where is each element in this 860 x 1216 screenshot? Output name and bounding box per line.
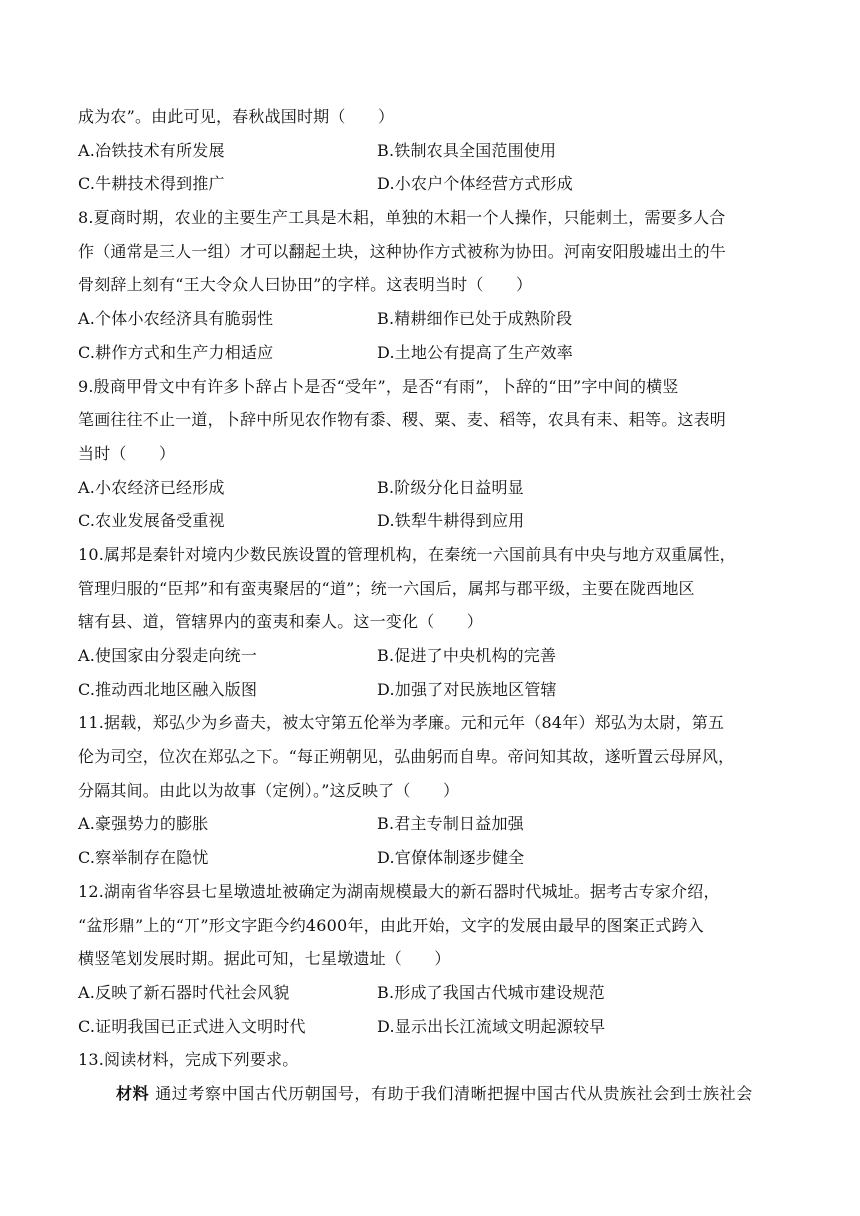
q11-stem-line-2: 伦为司空，位次在郑弘之下。“每正朔朝见，弘曲躬而自卑。帝问知其故，遂听置云母屏风， — [78, 747, 735, 767]
q9-option-a: A.小农经济已经形成 — [78, 477, 225, 497]
q10-option-a: A.使国家由分裂走向统一 — [78, 646, 258, 665]
q8-option-a: A.个体小农经济具有脆弱性 — [78, 309, 274, 329]
q9-options-row-2 — [78, 504, 788, 538]
q11-options-row-1 — [78, 807, 788, 841]
q10-stem-line-2: 管理归服的“臣邦”和有蛮夷聚居的“道”；统一六国后，属邦与郡平级，主要在陇西地区 — [78, 578, 695, 598]
q10-option-d: D.加强了对民族地区管辖 — [377, 679, 557, 699]
exam-page — [78, 100, 788, 1111]
q8-options-row-2 — [78, 336, 788, 370]
q11-stem-line-3: 分隔其间。由此以为故事（定例）。”这反映了（ ） — [78, 780, 460, 800]
q8-stem-line-1: 8.夏商时期，农业的主要生产工具是木耜，单独的木耜一个人操作，只能刺土，需要多人合 — [78, 208, 726, 228]
material-label: 材料 — [116, 1083, 150, 1103]
q7-options-row-1 — [78, 134, 788, 168]
q10-stem-line-1: 10.属邦是秦针对境内少数民族设置的管理机构，在秦统一六国前具有中央与地方双重属性， — [78, 544, 736, 564]
q7-option-d: D.小农户个体经营方式形成 — [377, 174, 573, 194]
material-text: 通过考察中国古代历朝国号，有助于我们清晰把握中国古代从贵族社会到士族社会 — [155, 1083, 753, 1103]
q12-option-c: C.证明我国已正式进入文明时代 — [78, 1016, 306, 1036]
q8-stem-line-3: 骨刻辞上刻有“王大令众人曰协田”的字样。这表明当时（ ） — [78, 275, 533, 295]
q12-options-row-2 — [78, 1010, 788, 1044]
q12-options-row-1 — [78, 976, 788, 1010]
q7-options-row-2 — [78, 167, 788, 201]
q10-options-row-1 — [78, 639, 788, 673]
q12-stem-line-2: “盆形鼎”上的“丌”形文字距今约4600年，由此开始，文字的发展由最早的图案正式跨入 — [78, 915, 704, 935]
q9-option-d: D.铁犁牛耕得到应用 — [377, 511, 525, 531]
q10-option-c: C.推动西北地区融入版图 — [78, 679, 258, 699]
q10-option-b: B.促进了中央机构的完善 — [377, 646, 557, 665]
q9-stem-line-1: 9.殷商甲骨文中有许多卜辞占卜是否“受年”，是否“有雨”，卜辞的“田”字中间的横竖 — [78, 376, 679, 396]
q12-option-b: B.形成了我国古代城市建设规范 — [377, 982, 605, 1002]
q10-options-row-2 — [78, 673, 788, 707]
q8-option-b: B.精耕细作已处于成熟阶段 — [377, 309, 573, 329]
q9-stem-line-3: 当时（ ） — [78, 443, 176, 463]
q11-stem-line-1: 11.据载，郑弘少为乡啬夫，被太守第五伦举为孝廉。元和元年（84年）郑弘为太尉，第五 — [78, 713, 725, 733]
q7-option-a: A.冶铁技术有所发展 — [78, 140, 225, 160]
q8-option-d: D.土地公有提高了生产效率 — [377, 342, 573, 362]
q8-options-row-1 — [78, 302, 788, 336]
q8-stem-line-2: 作（通常是三人一组）才可以翻起土块，这种协作方式被称为协田。河南安阳殷墟出土的牛 — [78, 241, 727, 261]
q7-stem-end: 成为农”。由此可见，春秋战国时期（ ） — [78, 107, 395, 126]
q11-option-b: B.君主专制日益加强 — [377, 814, 524, 834]
q7-option-c: C.牛耕技术得到推广 — [78, 174, 225, 194]
q12-option-d: D.显示出长江流域文明起源较早 — [377, 1016, 606, 1036]
q11-options-row-2 — [78, 841, 788, 875]
q12-stem-line-1: 12.湖南省华容县七星墩遗址被确定为湖南规模最大的新石器时代城址。据考古专家介绍， — [78, 881, 720, 901]
q7-option-b: B.铁制农具全国范围使用 — [377, 140, 557, 160]
q9-options-row-1 — [78, 471, 788, 505]
q9-option-c: C.农业发展备受重视 — [78, 511, 225, 531]
q11-option-d: D.官僚体制逐步健全 — [377, 848, 525, 868]
q12-option-a: A.反映了新石器时代社会风貌 — [78, 982, 290, 1002]
q9-option-b: B.阶级分化日益明显 — [377, 477, 524, 497]
q13-stem: 13.阅读材料，完成下列要求。 — [78, 1050, 299, 1070]
q12-stem-line-3: 横竖笔划发展时期。据此可知，七星墩遗址（ ） — [78, 949, 451, 969]
q11-option-a: A.豪强势力的膨胀 — [78, 814, 209, 834]
q11-option-c: C.察举制存在隐忧 — [78, 848, 209, 868]
material-paragraph — [78, 1077, 788, 1111]
q8-option-c: C.耕作方式和生产力相适应 — [78, 342, 274, 362]
q10-stem-line-3: 辖有县、道，管辖界内的蛮夷和秦人。这一变化（ ） — [78, 612, 484, 632]
q9-stem-line-2: 笔画往往不止一道，卜辞中所见农作物有黍、稷、粟、麦、稻等，农具有耒、耜等。这表明 — [78, 410, 727, 430]
